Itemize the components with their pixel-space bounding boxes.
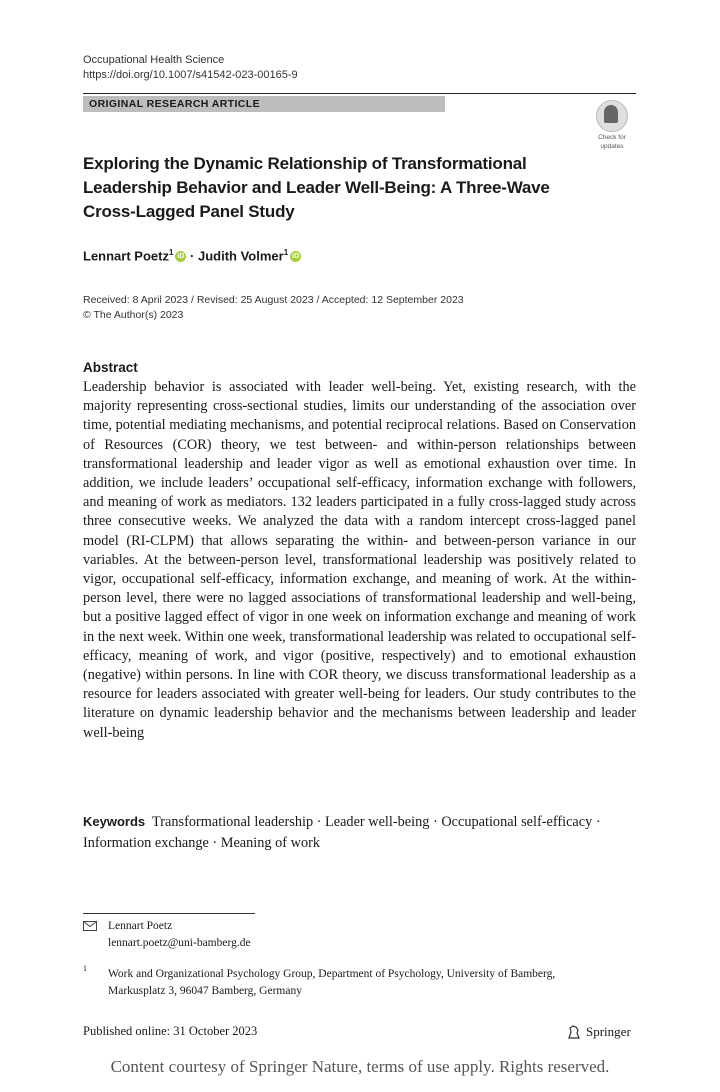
abstract-text: Leadership behavior is associated with leader well-being. Yet, existing research, with the majority representing cross-sectional studies, limits our understanding of the association over time, potential mediating mechanisms, and potential reciprocal relations. Based on Conservation of Resources (COR) theory, we test between- and within-person relationships between transformational leadership and leader vigor as well as emotional exhaustion over time. In addition, we include leaders’ occupational self-efficacy, information exchange with followers, and meaning of work as mediators. 132 leaders participated in a fully cross-lagged study across three consecutive weeks. We analyzed the data with a random intercept cross-lagged panel model (RI-CLPM) that allows separating the within- and between-person variance in our variables. At the between-person level, transformational leadership was positively related to vigor, occupational self-efficacy, information exchange, and meaning of work. At the within-person level, there were no lagged associations of transformational leadership and well-being, but a positive lagged effect of vigor in one week on information exchange and meaning of work in the next week. Within one week, transformational leadership was related to occupational self-efficacy, meaning of work, and vigor (positive, respectively) and to emotional exhaustion (negative) within persons. In line with COR theory, we discuss transformational leadership as a resource for leaders associated with greater well-being for leaders. Our study contributes to the literature on dynamic leadership behavior and the mechanisms between leadership and leader well-being: [83, 379, 636, 741]
copyright-line: © The Author(s) 2023: [83, 309, 184, 321]
author-name[interactable]: Judith Volmer: [197, 248, 284, 264]
keywords-block: [83, 812, 636, 853]
corresponding-author: [108, 918, 251, 952]
header-rule: [83, 93, 636, 94]
affiliation-text: Work and Organizational Psychology Group, Department of Psychology, University of Bamberg, Markusplatz 3, 96047 Bamberg, Germany: [108, 968, 556, 997]
affiliation-marker: 1: [283, 248, 289, 257]
badge-caption-2: updates: [600, 143, 624, 150]
paper-title: Exploring the Dynamic Relationship of Transformational Leadership Behavior and Leader Well-Being: A Three-Wave Cross-Lagged Panel Study: [83, 154, 550, 221]
keywords-list: Transformational leadership · Leader well-being · Occupational self-efficacy · Information exchange · Meaning of work: [83, 814, 601, 851]
springer-horse-icon: [566, 1024, 582, 1040]
publisher-name: Springer: [586, 1024, 631, 1039]
orcid-icon[interactable]: iD: [177, 253, 185, 261]
affiliation-marker: 1: [168, 248, 174, 257]
contact-name: Lennart Poetz: [108, 920, 173, 932]
article-type-banner: ORIGINAL RESEARCH ARTICLE: [83, 96, 445, 112]
copyright-notice: Content courtesy of Springer Nature, terms of use apply. Rights reserved.: [110, 1057, 610, 1076]
published-date: Published online: 31 October 2023: [83, 1024, 258, 1038]
author-separator: ·: [186, 248, 198, 264]
affiliation-number: 1: [83, 964, 87, 973]
journal-name: Occupational Health Science: [83, 54, 225, 66]
publication-history: [83, 293, 464, 323]
badge-caption-1: Check for: [598, 134, 626, 141]
publisher-logo: [566, 1024, 631, 1040]
abstract-heading: Abstract: [83, 360, 138, 375]
author-name[interactable]: Lennart Poetz: [83, 248, 169, 264]
keywords-label: Keywords: [83, 814, 146, 829]
envelope-icon: [83, 921, 97, 931]
journal-header: [83, 53, 298, 83]
date-history: Received: 8 April 2023 / Revised: 25 August 2023 / Accepted: 12 September 2023: [83, 294, 464, 306]
bookmark-icon: [596, 100, 628, 132]
footnote-rule: [83, 913, 255, 914]
author-list: [83, 248, 301, 263]
orcid-icon[interactable]: iD: [292, 253, 300, 261]
contact-email[interactable]: lennart.poetz@uni-bamberg.de: [108, 937, 251, 949]
doi-link[interactable]: https://doi.org/10.1007/s41542-023-00165-9: [83, 69, 298, 81]
check-for-updates-badge[interactable]: [590, 100, 634, 150]
